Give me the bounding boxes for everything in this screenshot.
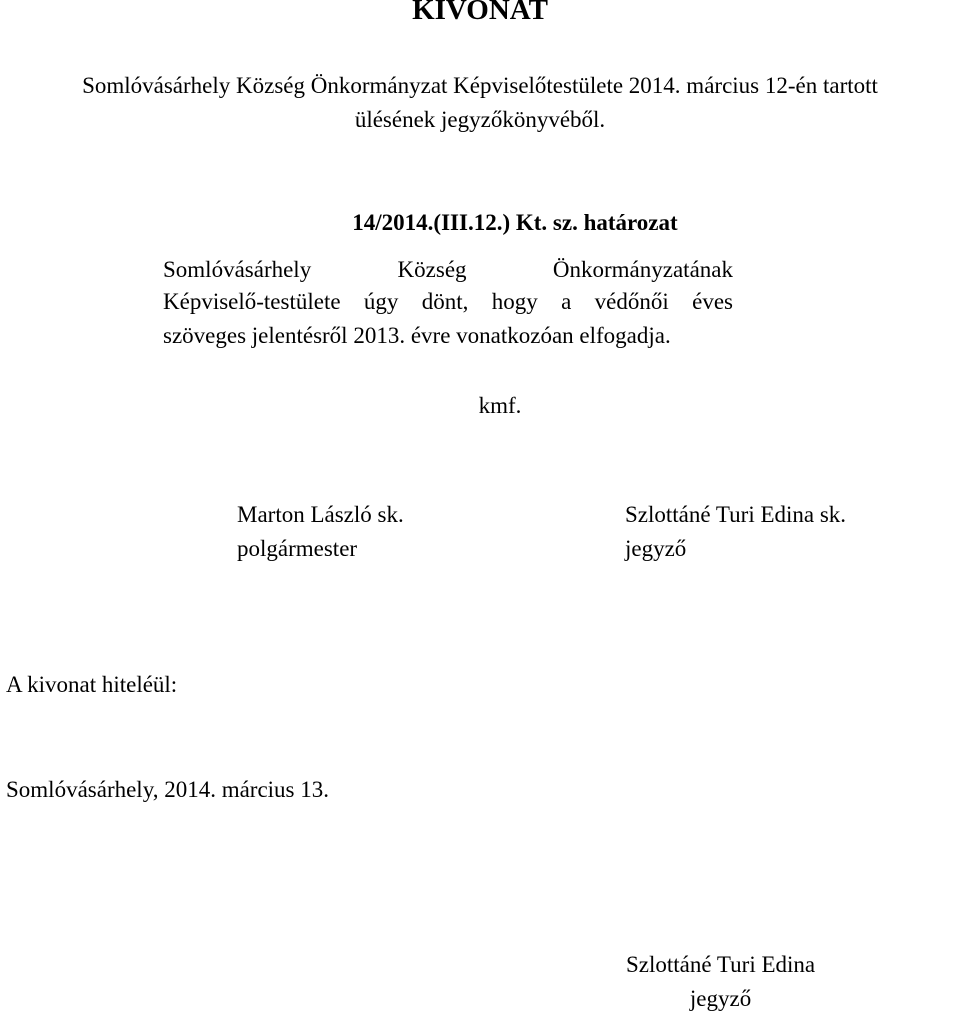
final-signature xyxy=(626,948,815,1016)
place-date: Somlóvásárhely, 2014. március 13. xyxy=(6,777,330,802)
resolution-title: 14/2014.(III.12.) Kt. sz. határozat xyxy=(352,210,678,235)
signatory-2-role: jegyző xyxy=(625,536,687,561)
signatory-2-name: Szlottáné Turi Edina sk. xyxy=(625,502,847,527)
resolution-text-line-1: Somlóvásárhely Község Önkormányzatának xyxy=(163,257,733,282)
intro-line-2: ülésének jegyzőkönyvéből. xyxy=(354,107,606,132)
final-signature-role: jegyző xyxy=(689,986,752,1011)
signatory-1-role: polgármester xyxy=(237,536,358,561)
intro-line-1: Somlóvásárhely Község Önkormányzat Képviselőtestülete 2014. március 12-én tartott xyxy=(82,73,878,98)
resolution-text-line-3: szöveges jelentésről 2013. évre vonatkozóan elfogadja. xyxy=(163,323,671,348)
resolution-text-line-2: Képviselő-testülete úgy dönt, hogy a védőnői éves xyxy=(163,289,733,314)
final-signature-name: Szlottáné Turi Edina xyxy=(626,952,816,977)
kmf-label: kmf. xyxy=(478,393,522,418)
signatory-2 xyxy=(625,498,846,566)
document-title: KIVONAT xyxy=(412,0,548,26)
authentication-label: A kivonat hiteléül: xyxy=(6,672,178,697)
signatory-1 xyxy=(237,498,404,566)
signatory-1-name: Marton László sk. xyxy=(237,502,404,527)
